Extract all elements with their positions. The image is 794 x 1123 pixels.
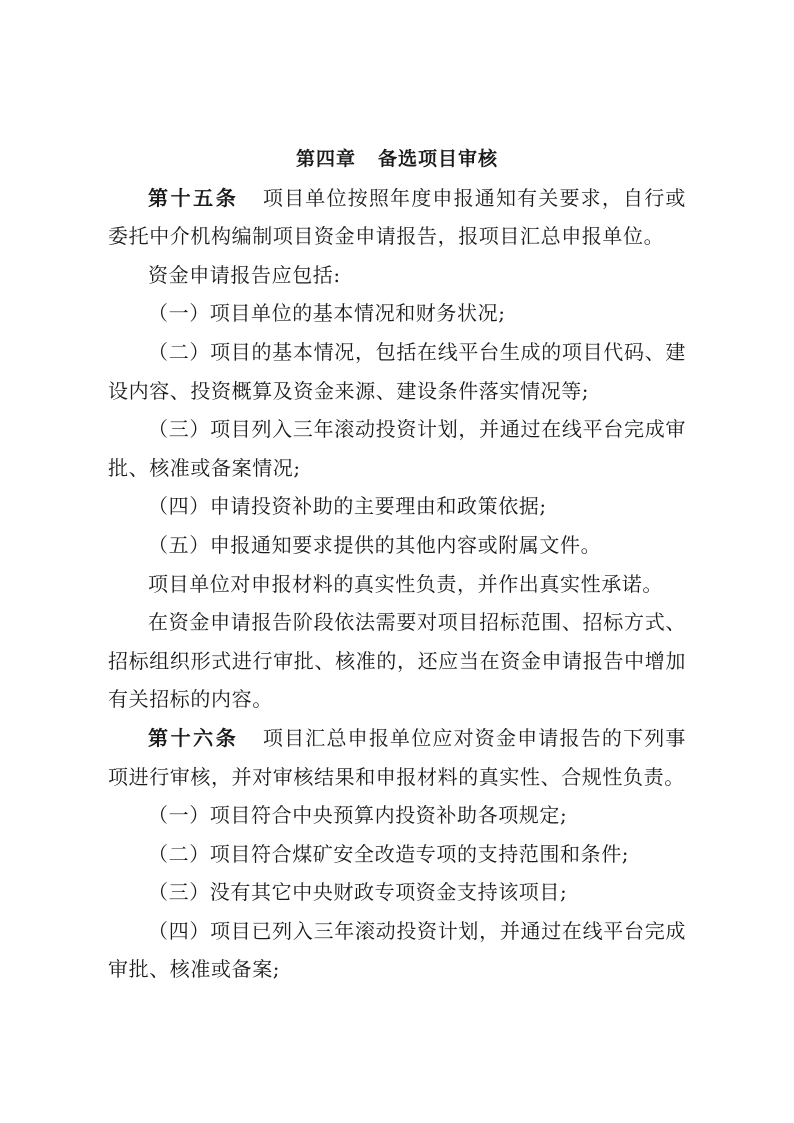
article-15-item-4: （四）申请投资补助的主要理由和政策依据; bbox=[148, 494, 547, 519]
article-15-item-2: （二）项目的基本情况，包括在线平台生成的项目代码、建设内容、投资概算及资金来源、建设条件落实情况等; bbox=[108, 339, 686, 403]
article-16-text: 项目汇总申报单位应对资金申请报告的下列事项进行审核，并对审核结果和申报材料的真实性、合规性负责。 bbox=[108, 725, 687, 789]
article-15-truth-paragraph: 项目单位对申报材料的真实性负责，并作出真实性承诺。 bbox=[148, 571, 663, 596]
article-16-item-1: （一）项目符合中央预算内投资补助各项规定; bbox=[148, 803, 568, 828]
article-16-item-4: （四）项目已列入三年滚动投资计划，并通过在线平台完成审批、核准或备案; bbox=[108, 918, 686, 982]
chapter-number: 第四章 bbox=[295, 148, 356, 170]
article-16-item-3: （三）没有其它中央财政专项资金支持该项目; bbox=[148, 880, 568, 905]
article-15-item-3: （三）项目列入三年滚动投资计划，并通过在线平台完成审批、核准或备案情况; bbox=[108, 417, 686, 480]
article-16 bbox=[108, 719, 686, 796]
article-16-label: 第十六条 bbox=[148, 725, 239, 750]
chapter-name: 备选项目审核 bbox=[378, 148, 499, 170]
chapter-title bbox=[108, 140, 686, 179]
article-15-label: 第十五条 bbox=[148, 185, 239, 210]
article-15-bidding-paragraph: 在资金申请报告阶段依法需要对项目招标范围、招标方式、招标组织形式进行审批、核准的，还应当在资金申请报告中增加有关招标的内容。 bbox=[108, 610, 686, 712]
article-16-item-2: （二）项目符合煤矿安全改造专项的支持范围和条件; bbox=[148, 841, 630, 866]
article-15-item-1: （一）项目单位的基本情况和财务状况; bbox=[148, 301, 506, 326]
article-15-intro: 资金申请报告应包括: bbox=[148, 262, 341, 287]
article-15-item-5: （五）申报通知要求提供的其他内容或附属文件。 bbox=[148, 532, 602, 557]
article-15 bbox=[108, 179, 686, 256]
document-page bbox=[108, 140, 686, 989]
article-15-text: 项目单位按照年度申报通知有关要求，自行或委托中介机构编制项目资金申请报告，报项目汇总申报单位。 bbox=[108, 185, 687, 249]
